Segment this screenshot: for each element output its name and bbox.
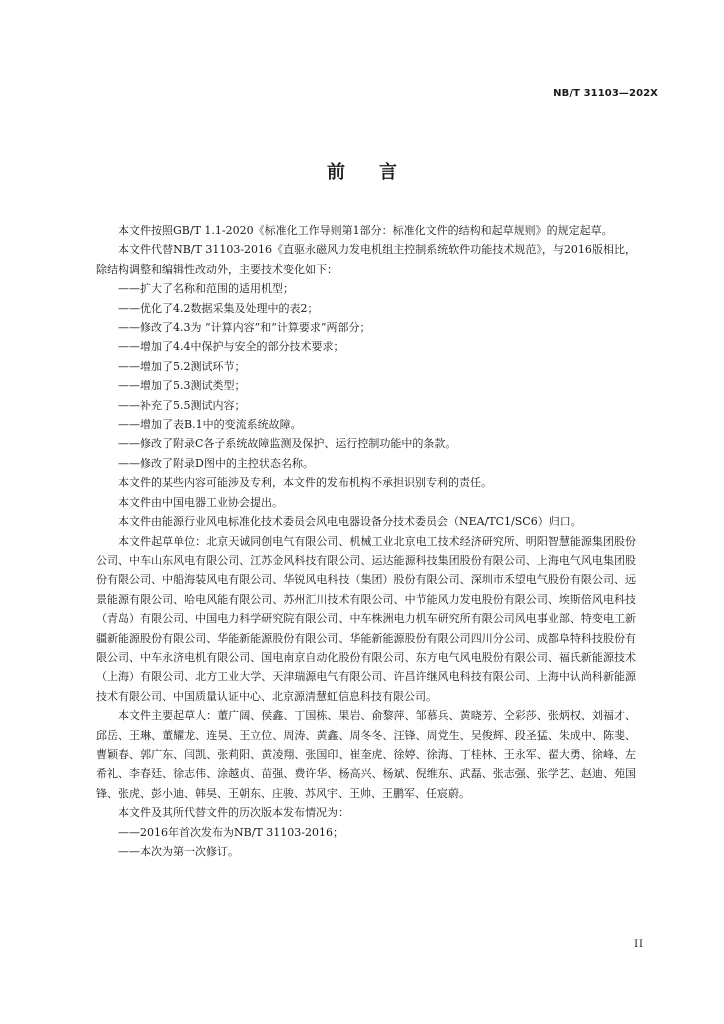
change-item: ——优化了4.2数据采集及处理中的表2；	[118, 301, 319, 315]
history-item: ——本次为第一次修订。	[118, 845, 239, 858]
paragraph-drafting-rules: 本文件按照GB/T 1.1-2020《标准化工作导则第1部分：标准化文件的结构和起草规则》的规定起草。	[118, 224, 613, 237]
change-item: ——修改了附录D图中的主控状态名称。	[118, 456, 314, 470]
paragraph-replaces: 本文件代替NB/T 31103-2016《直驱永磁风力发电机组主控制系统软件功能技术规范》，与2016版相比，除结构调整和编辑性改动外，主要技术变化如下：	[96, 243, 636, 276]
page-number: II	[634, 939, 644, 950]
change-item: ——修改了4.3为 “计算内容”和“计算要求”两部分；	[118, 321, 371, 335]
change-item: ——修改了附录C各子系统故障监测及保护、运行控制功能中的条款。	[118, 437, 457, 451]
change-item: ——增加了表B.1中的变流系统故障。	[118, 418, 302, 432]
paragraph-history: 本文件及其所代替文件的历次版本发布情况为：	[118, 806, 349, 820]
paragraph-drafting-units: 本文件起草单位：北京天诚同创电气有限公司、机械工业北京电工技术经济研究所、明阳智慧能源集团股份公司、中车山东风电有限公司、江苏金风科技有限公司、运达能源科技集团股份有限公司、上海电气风电集团股份有限公司、中船海装风电有限公司、华锐风电科技（集团）股份有限公司、深圳市禾望电气股份有限公司、远景能源有限公司、哈电风能有限公司、苏州汇川技术有限公司、中节能风力发电股份有限公司、埃斯倍风电科技（青岛）有限公司、中国电力科学研究院有限公司、中车株洲电力机车研究所有限公司风电事业部、特变电工新疆新能源股份有限公司、华能新能源股份有限公司、华能新能源股份有限公司四川分公司、成都阜特科技股份有限公司、中车永济电机有限公司、国电南京自动化股份有限公司、东方电气风电股份有限公司、福氏新能源技术（上海）有限公司、北方工业大学、天津瑞源电气有限公司、许昌许继风电科技有限公司、上海中认尚科新能源技术有限公司、中国质量认证中心、北京源清慧虹信息科技有限公司。	[96, 534, 636, 703]
history-item: ——2016年首次发布为NB/T 31103-2016；	[118, 825, 344, 839]
paragraph-patent: 本文件的某些内容可能涉及专利，本文件的发布机构不承担识别专利的责任。	[118, 476, 492, 490]
document-body	[96, 221, 636, 861]
change-item: ——增加了5.2测试环节；	[118, 359, 246, 373]
paragraph-proposer: 本文件由中国电器工业协会提出。	[118, 495, 283, 509]
change-item: ——增加了4.4中保护与安全的部分技术要求；	[118, 340, 345, 354]
page-title: 前言	[327, 162, 431, 183]
paragraph-drafters: 本文件主要起草人：董广阔、侯鑫、丁国栋、果岩、俞黎萍、邹慕兵、黄晓芳、仝彩莎、张炳权、刘福才、邱岳、王琳、董耀龙、连昊、王立位、周涛、黄鑫、周冬冬、汪锋、周党生、吴俊辉、段圣猛、朱成中、陈斐、曹颖春、郭广东、闫凯、张莉阳、黄凌翔、张国印、崔奎虎、徐婷、徐海、丁桂林、王永军、翟大勇、徐峰、左希礼、李春廷、徐志伟、涂越贞、苗强、费许华、杨高兴、杨斌、倪维东、武磊、张志强、张学艺、赵迪、苑国锋、张虎、彭小迪、韩昊、王朝东、庄骏、苏风宇、王帅、王鹏军、任宸蔚。	[96, 709, 636, 800]
change-item: ——补充了5.5测试内容；	[118, 398, 246, 412]
paragraph-committee: 本文件由能源行业风电标准化技术委员会风电电器设备分技术委员会（NEA/TC1/SC6）归口。	[118, 515, 582, 529]
standard-code: NB/T 31103—202X	[553, 88, 658, 99]
change-item: ——增加了5.3测试类型；	[118, 379, 246, 393]
change-item: ——扩大了名称和范围的适用机型；	[118, 282, 294, 296]
